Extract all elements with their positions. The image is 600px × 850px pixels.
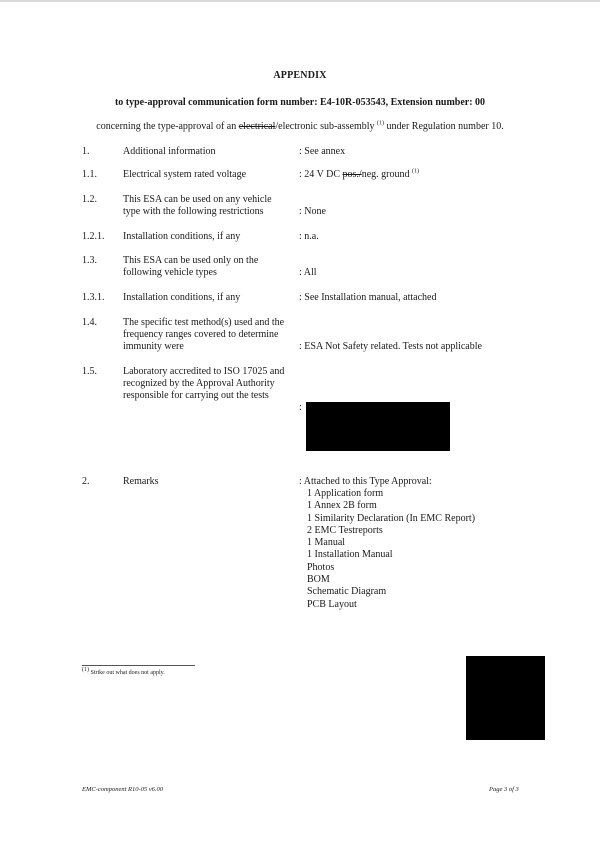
footnote-mark: (1): [82, 667, 89, 673]
item-number: 2.: [82, 476, 90, 487]
page-top-edge: [0, 0, 600, 2]
item-value: : All: [299, 267, 317, 278]
item-label: Laboratory accredited to ISO 17025 and recognized by the Approval Authority responsible for carrying out the tests: [123, 366, 285, 401]
footer-document-id: EMC-component R10-05 v6.00: [82, 786, 164, 793]
redaction-block-stamp: [466, 656, 545, 740]
voltage-text: : 24 V DC: [299, 169, 343, 180]
appendix-subtitle: to type-approval communication form number: E4-10R-053543, Extension number: 00: [114, 97, 486, 108]
concerning-text-mid: /electronic sub-assembly: [275, 121, 378, 132]
concerning-line: [0, 121, 600, 132]
footer-page-number: Page 3 of 3: [489, 786, 519, 793]
item-number: 1.1.: [82, 169, 97, 180]
list-item: 1 Installation Manual: [307, 549, 393, 561]
item-label: Installation conditions, if any: [123, 231, 241, 242]
list-item: Photos: [307, 561, 335, 573]
list-item: BOM: [307, 574, 330, 586]
item-value: : ESA Not Safety related. Tests not applicable: [299, 341, 482, 352]
footnote-text: Strike out what does not apply.: [89, 670, 165, 676]
item-value: : None: [299, 206, 326, 217]
item-number: 1.3.: [82, 255, 97, 266]
item-value: : See annex: [299, 146, 346, 157]
item-value: : See Installation manual, attached: [299, 292, 437, 303]
item-label: Electrical system rated voltage: [123, 169, 247, 180]
concerning-text-end: under Regulation number 10.: [384, 121, 504, 132]
item-number: 1.3.1.: [82, 292, 105, 303]
struck-polarity: pos./: [342, 169, 362, 180]
item-label: Remarks: [123, 476, 159, 487]
remarks-list: [307, 488, 475, 611]
item-label: The specific test method(s) used and the frequency ranges covered to determine immunity were: [123, 317, 285, 352]
item-label: Installation conditions, if any: [123, 292, 241, 303]
item-number: 1.4.: [82, 317, 97, 328]
list-item: PCB Layout: [307, 598, 357, 610]
footnote: [82, 667, 165, 676]
list-item: Schematic Diagram: [307, 586, 387, 598]
item-value: : n.a.: [299, 231, 319, 242]
ground-text: neg. ground: [361, 169, 412, 180]
item-value: :: [299, 402, 302, 413]
list-item: 1 Similarity Declaration (In EMC Report): [307, 512, 476, 524]
struck-word: electrical: [238, 121, 276, 132]
item-label: This ESA can be used only on the following vehicle types: [123, 255, 259, 278]
appendix-title: APPENDIX: [273, 70, 327, 81]
redaction-block-laboratory: [306, 402, 450, 451]
item-number: 1.2.: [82, 194, 97, 205]
concerning-text-start: concerning the type-approval of an: [96, 121, 239, 132]
item-value: : Attached to this Type Approval:: [299, 476, 432, 487]
item-number: 1.5.: [82, 366, 97, 377]
item-value: [299, 169, 559, 181]
item-number: 1.: [82, 146, 90, 157]
footnote-mark: (1): [377, 120, 385, 127]
list-item: 1 Manual: [307, 537, 346, 549]
item-label: Additional information: [123, 146, 216, 157]
footnote-divider: [82, 665, 195, 666]
list-item: 2 EMC Testreports: [307, 524, 383, 536]
list-item: 1 Application form: [307, 488, 384, 499]
list-item: 1 Annex 2B form: [307, 500, 377, 512]
item-number: 1.2.1.: [82, 231, 105, 242]
item-label: This ESA can be used on any vehicle type with the following restrictions: [123, 194, 272, 217]
footnote-mark: (1): [411, 168, 419, 175]
